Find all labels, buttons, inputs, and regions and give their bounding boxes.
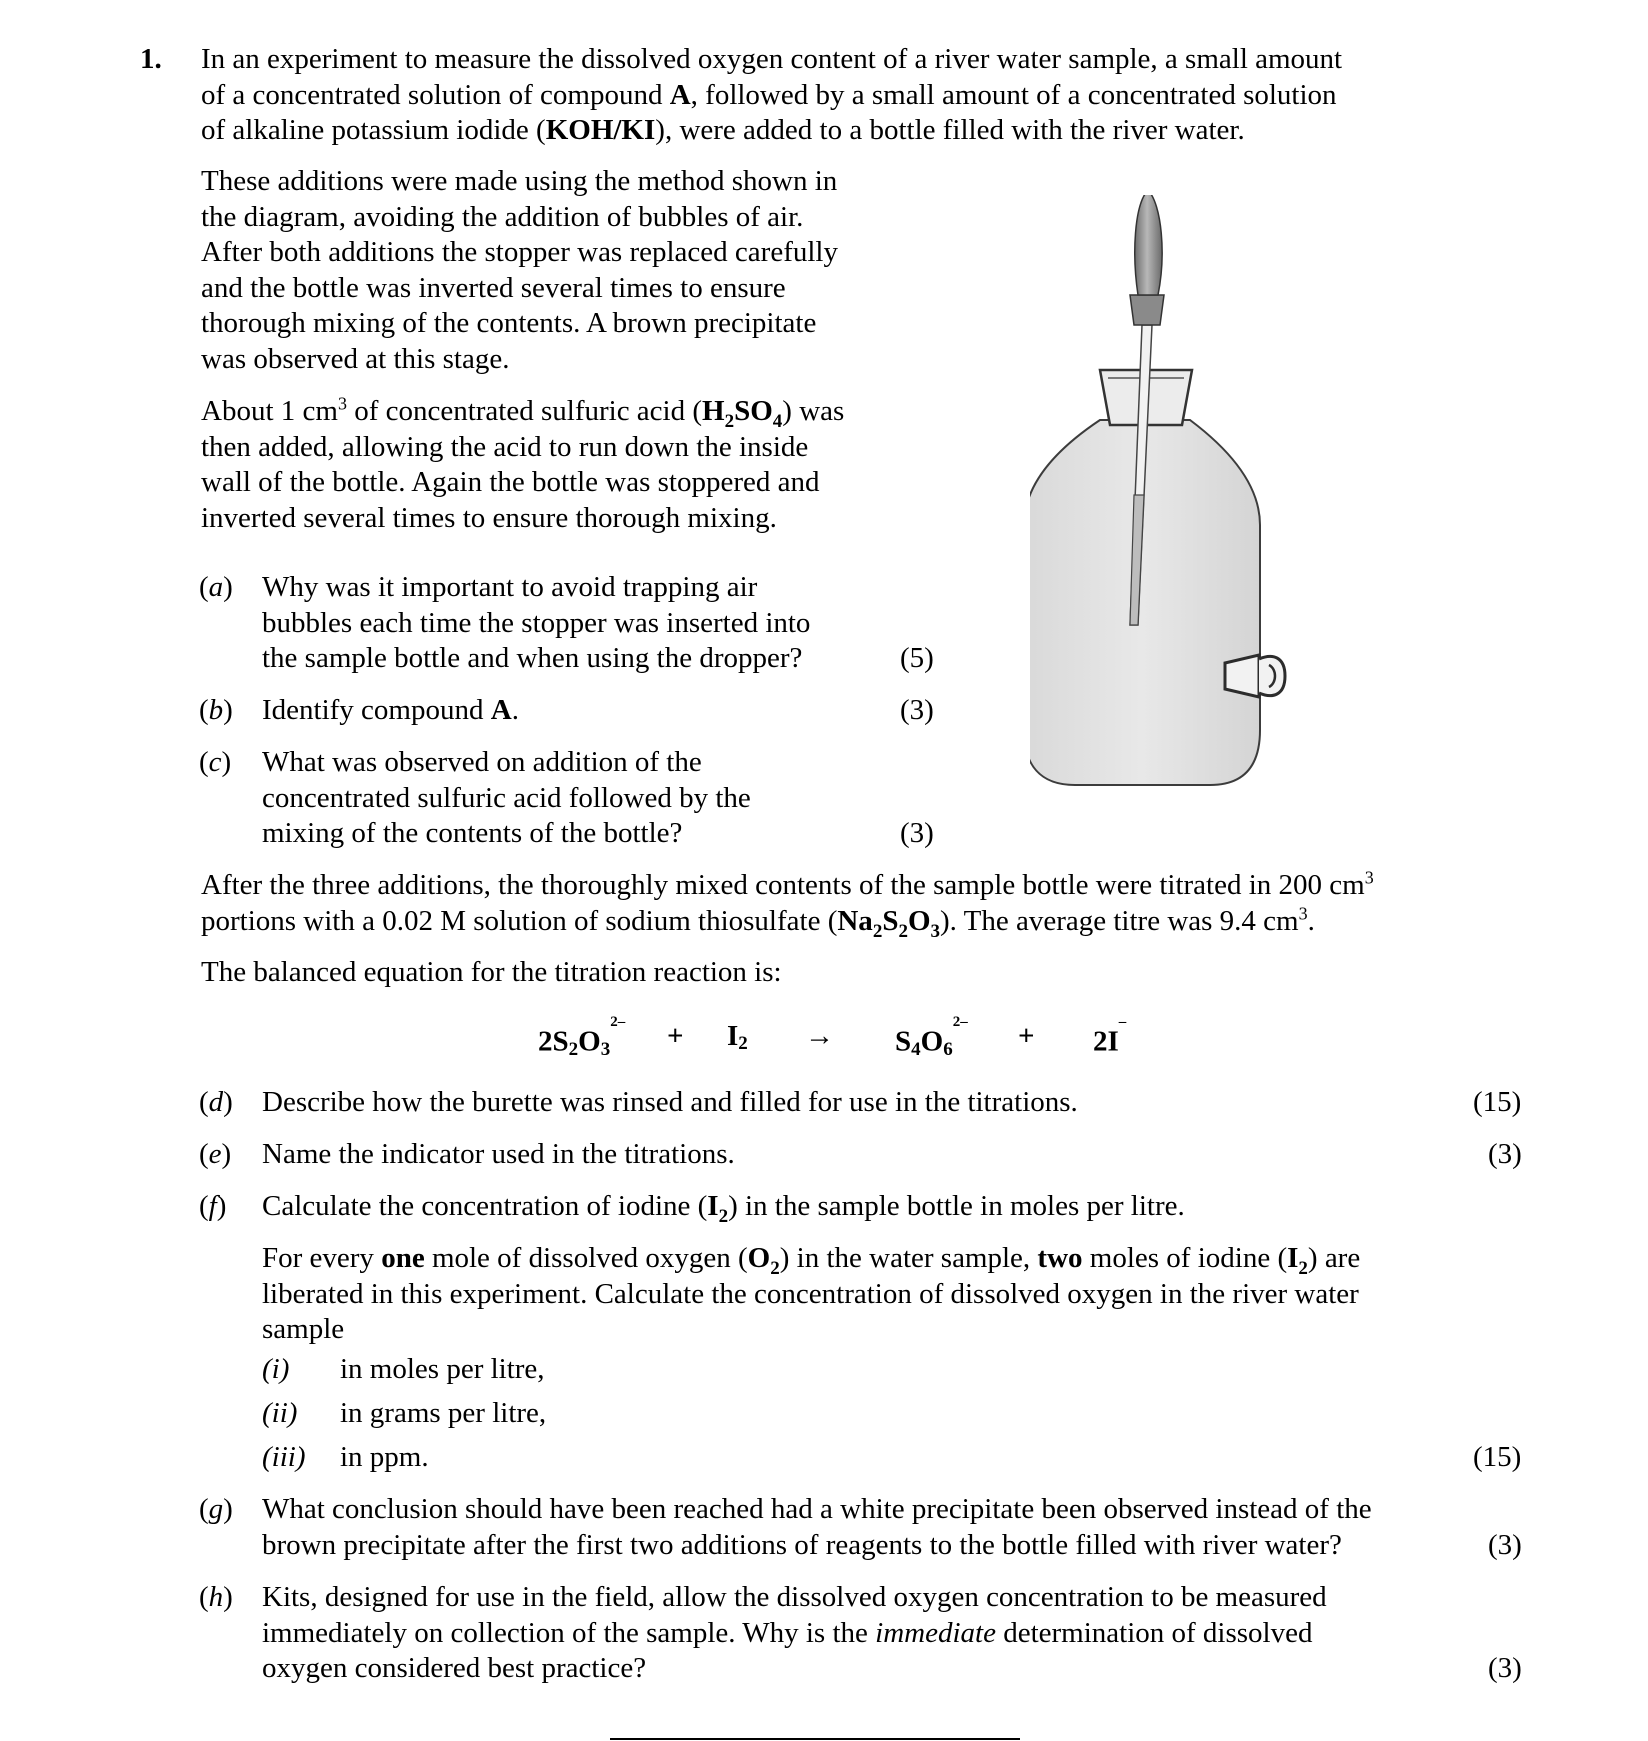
method-line: was observed at this stage. [201, 342, 510, 375]
equation-term-thiosulfate: $2S_2O_3^{2-}$ [538, 1014, 626, 1060]
equation-plus: + [1018, 1020, 1035, 1052]
intro-line: In an experiment to measure the dissolved oxygen content of a river water sample, a small amount [201, 43, 1343, 75]
part-d-marks: (15) [1473, 1086, 1522, 1118]
equation-term-iodide: 2I– [1093, 1014, 1127, 1058]
end-rule [610, 1738, 1020, 1740]
part-f-marks: (15) [1473, 1441, 1522, 1473]
part-c-text: What was observed on addition of the concentrated sulfuric acid followed by the mixing of the contents of the bottle? [262, 746, 751, 849]
stopper [1225, 655, 1285, 697]
part-a-text: Why was it important to avoid trapping air bubbles each time the stopper was inserted into the sample bottle and when using the dropper? [262, 571, 811, 674]
intro-line: of a concentrated solution of compound A, followed by a small amount of a concentrated solution [201, 78, 1337, 111]
equation-arrow: → [805, 1020, 834, 1052]
part-f-item-text: in moles per litre, [340, 1353, 545, 1385]
part-f-item-text: in grams per litre, [340, 1397, 547, 1429]
titration-equation [0, 1005, 1648, 1065]
part-e-text: Name the indicator used in the titrations. [262, 1138, 735, 1170]
method-line: These additions were made using the method shown in [201, 165, 838, 197]
part-f-item-label: (ii) [262, 1397, 298, 1429]
acid-line: About 1 $cm^3$ of concentrated sulfuric acid $(H_2SO_4)$ was [201, 393, 845, 432]
acid-paragraph [201, 394, 921, 536]
acid-line: wall of the bottle. Again the bottle was stoppered and [201, 466, 820, 498]
acid-line: inverted several times to ensure thorough mixing. [201, 501, 777, 534]
part-a-marks: (5) [900, 642, 934, 674]
part-b-marks: (3) [900, 694, 934, 726]
bottle-dropper-diagram [1030, 195, 1500, 815]
part-e-marks: (3) [1488, 1138, 1522, 1170]
part-b-label: (b) [199, 694, 233, 726]
part-f-text: Calculate the concentration of iodine $(I_2)$ in the sample bottle in moles per litre. [262, 1190, 1185, 1227]
intro-paragraph [201, 42, 1501, 149]
part-h-marks: (3) [1488, 1652, 1522, 1684]
part-f-item-label: (iii) [262, 1441, 306, 1473]
part-f-subtext: For every one mole of dissolved oxygen $(O_2)$ in the water sample, two moles of iodine $(I_2)$ are liberated in this experiment. Calculate the concentration of dissolved oxygen in the river water sample [262, 1242, 1361, 1345]
part-f-label: (f) [199, 1190, 227, 1222]
part-a-label: (a) [199, 571, 233, 603]
part-g-marks: (3) [1488, 1529, 1522, 1561]
equation-plus: + [667, 1020, 684, 1052]
method-paragraph [201, 164, 921, 377]
part-d-label: (d) [199, 1086, 233, 1118]
part-d-text: Describe how the burette was rinsed and filled for use in the titrations. [262, 1086, 1078, 1118]
part-g-text: What conclusion should have been reached had a white precipitate been observed instead of the brown precipitate after the first two additions of reagents to the bottle filled with river water? [262, 1493, 1372, 1561]
part-g-label: (g) [199, 1493, 233, 1525]
method-line: the diagram, avoiding the addition of bubbles of air. [201, 200, 804, 233]
method-line: and the bottle was inverted several times to ensure [201, 271, 786, 304]
method-line: After both additions the stopper was replaced carefully [201, 236, 838, 268]
intro-line: of alkaline potassium iodide (KOH/KI), were added to a bottle filled with the river water. [201, 114, 1245, 146]
part-f-item-label: (i) [262, 1353, 290, 1385]
part-e-label: (e) [199, 1138, 232, 1170]
part-c-marks: (3) [900, 817, 934, 849]
part-h-label: (h) [199, 1581, 233, 1613]
equation-intro: The balanced equation for the titration reaction is: [201, 956, 782, 988]
method-line: thorough mixing of the contents. A brown precipitate [201, 307, 817, 339]
acid-line: then added, allowing the acid to run down the inside [201, 430, 809, 463]
question-number: 1. [140, 43, 162, 75]
part-b-text: Identify compound A. [262, 694, 519, 726]
titration-paragraph: After the three additions, the thoroughly mixed contents of the sample bottle were titrated in 200 $cm^3$ portions with a 0.02 M solution of sodium thiosulfate $(Na_2S_2O_3)$. The average titre was 9.4 $cm^3$. [201, 867, 1374, 942]
part-h-text: Kits, designed for use in the field, allow the dissolved oxygen concentration to be measured immediately on collection of the sample. Why is the immediate determination of dissolved oxygen considered best practice? [262, 1581, 1327, 1684]
equation-term-iodine: $I_2$ [727, 1020, 748, 1054]
part-c-label: (c) [199, 746, 232, 778]
part-f-item-text: in ppm. [340, 1441, 429, 1473]
equation-term-tetrathionate: $S_4O_6^{2-}$ [895, 1014, 968, 1060]
